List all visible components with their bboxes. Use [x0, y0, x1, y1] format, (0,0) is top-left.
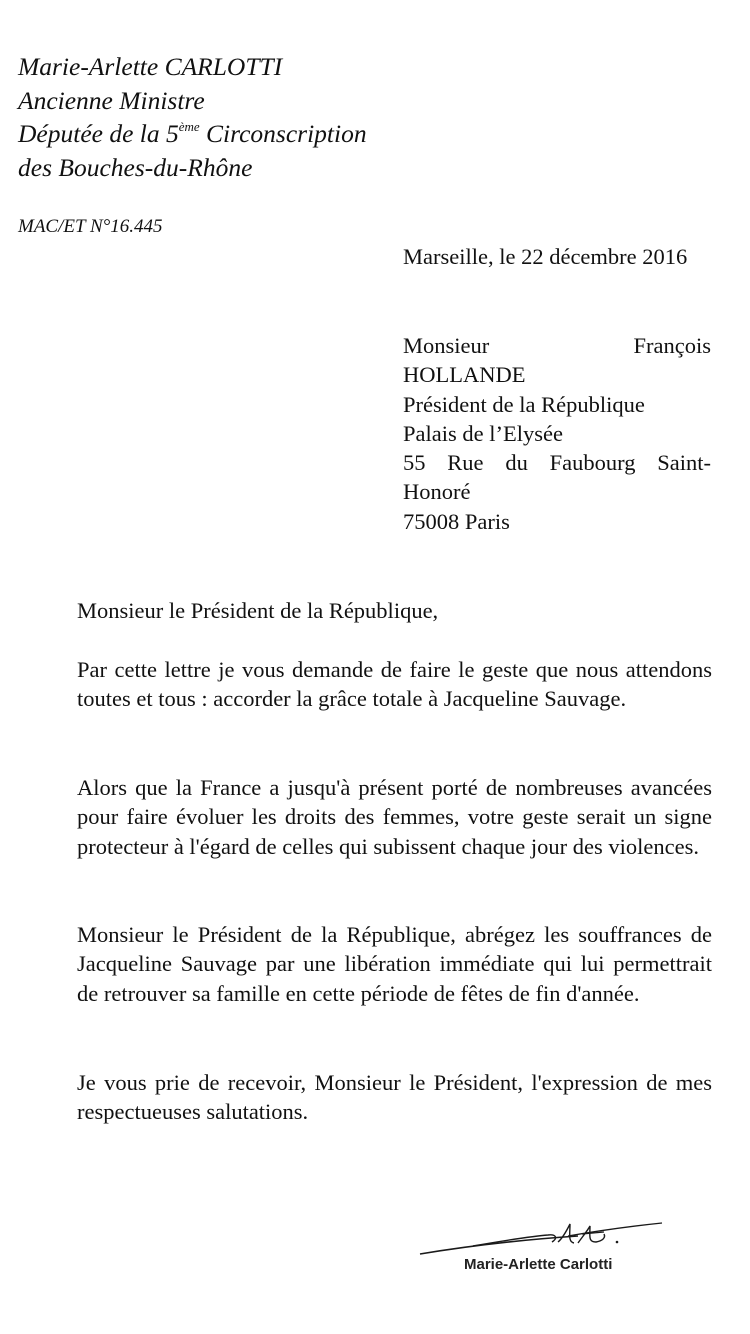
body-paragraph: Alors que la France a jusqu'à présent porté de nombreuses avancées pour faire évoluer les droits des femmes, votre geste serait un signe protecteur à l'égard de celles qui subissent chaque jour des violences.: [77, 775, 712, 859]
sender-title: Ancienne Ministre: [18, 85, 205, 115]
deputy-prefix: Députée de la 5: [18, 119, 179, 148]
body-paragraph: Par cette lettre je vous demande de faire le geste que nous attendons toutes et tous : accorder la grâce totale à Jacqueline Sauvage.: [77, 657, 712, 712]
body-paragraph: Monsieur le Président de la République, abrégez les souffrances de Jacqueline Sauvage par une libération immédiate qui lui permettrait de retrouver sa famille en cette période de fêtes de fin d'année.: [77, 922, 712, 1006]
salutation: Monsieur le Président de la République,: [77, 598, 439, 623]
deputy-superscript: ème: [178, 119, 200, 134]
addressee-line: Honoré: [403, 479, 471, 505]
sender-block: [18, 50, 367, 184]
signature-printed-name: Marie-Arlette Carlotti: [464, 1256, 613, 1273]
addressee-line: Palais de l’Elysée: [403, 420, 563, 446]
addressee-line: 55 Rue du Faubourg Saint-: [403, 450, 711, 476]
sender-name: Marie-Arlette CARLOTTI: [18, 52, 283, 81]
addressee-line: Président de la République: [403, 391, 645, 417]
closing-paragraph: Je vous prie de recevoir, Monsieur le Président, l'expression de mes respectueuses salutations.: [77, 1070, 712, 1125]
signature-block: [418, 1216, 668, 1286]
sender-region: des Bouches-du-Rhône: [18, 152, 253, 182]
handwritten-signature: [418, 1216, 668, 1261]
addressee-line: 75008 Paris: [403, 508, 510, 534]
addressee-line: Monsieur François: [403, 333, 711, 358]
deputy-suffix: Circonscription: [199, 119, 367, 148]
reference-number: MAC/ET N°16.445: [18, 216, 163, 237]
date-line: Marseille, le 22 décembre 2016: [403, 244, 688, 269]
sender-deputy-line: [18, 117, 367, 151]
addressee-block: [403, 331, 711, 536]
addressee-line: HOLLANDE: [403, 362, 526, 388]
